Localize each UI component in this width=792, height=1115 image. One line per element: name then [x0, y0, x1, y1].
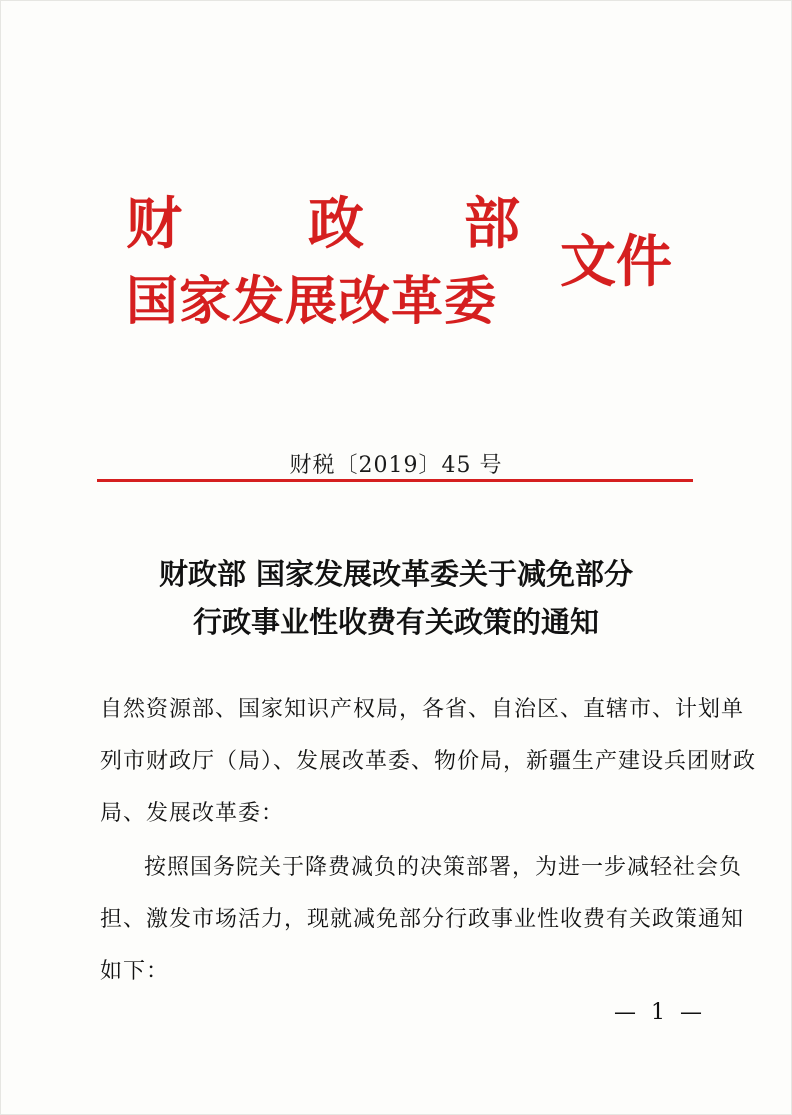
document-title-line-2: 行政事业性收费有关政策的通知 [192, 605, 599, 639]
paragraph-line: 担、激发市场活力，现就减免部分行政事业性收费有关政策通知 [100, 907, 745, 932]
recipients-line: 自然资源部、国家知识产权局，各省、自治区、直辖市、计划单 [100, 697, 745, 722]
org-char: 部 [464, 191, 520, 257]
page-number: — 1 — [614, 1000, 706, 1025]
paragraph-line: 按照国务院关于降费减负的决策部署，为进一步减轻社会负 [144, 855, 743, 880]
org-char: 政 [308, 191, 364, 257]
document-title-line-1: 财政部 国家发展改革委关于减免部分 [158, 557, 634, 591]
document-type-label: 文件 [560, 229, 672, 295]
recipients-line: 列市财政厅（局）、发展改革委、物价局，新疆生产建设兵团财政 [100, 749, 757, 774]
document-number: 财税〔2019〕45 号 [289, 453, 503, 478]
red-separator-line [97, 479, 693, 482]
org-char: 财 [126, 191, 182, 257]
paragraph-line: 如下： [100, 959, 170, 984]
recipients-line: 局、发展改革委： [100, 801, 285, 826]
issuing-org-ndrc: 国家发展改革委 [126, 271, 498, 332]
